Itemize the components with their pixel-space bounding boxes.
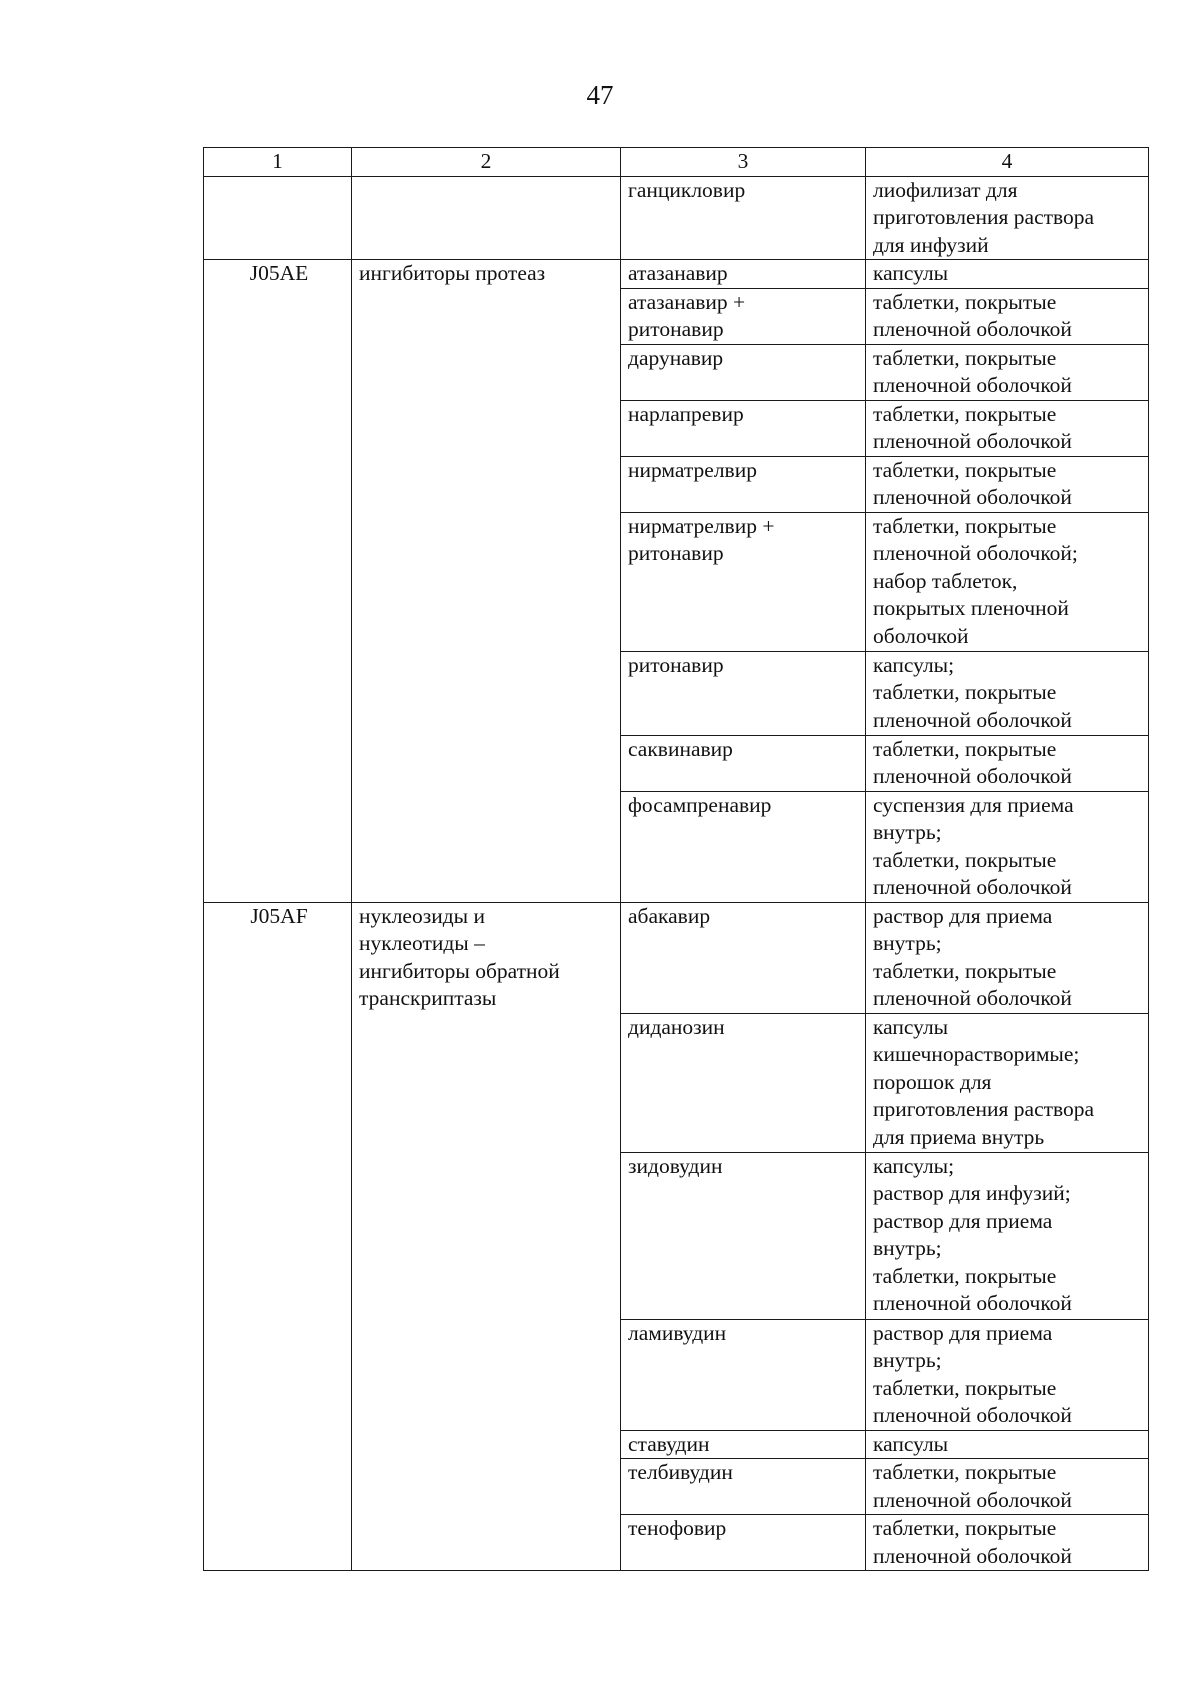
drug-name-cell: нарлапревир [621,400,866,456]
dosage-form-cell: таблетки, покрытые пленочной оболочкой [866,1459,1149,1515]
drug-name-cell: ламивудин [621,1319,866,1430]
dosage-form-cell: капсулы [866,260,1149,289]
drug-name-cell: тенофовир [621,1515,866,1571]
group-name-cell: ингибиторы протеаз [352,260,621,903]
dosage-form-cell: таблетки, покрытые пленочной оболочкой [866,1515,1149,1571]
drug-name-cell: атазанавир [621,260,866,289]
table-row [204,902,1149,1013]
dosage-form-cell: раствор для приема внутрь; таблетки, покрытые пленочной оболочкой [866,902,1149,1013]
page-number: 47 [586,80,614,110]
dosage-form-cell: суспензия для приема внутрь; таблетки, покрытые пленочной оболочкой [866,791,1149,902]
table-row [204,260,1149,289]
dosage-form-cell: капсулы кишечнорастворимые; порошок для приготовления раствора для приема внутрь [866,1013,1149,1152]
drug-name-cell: атазанавир + ритонавир [621,288,866,344]
dosage-form-cell: таблетки, покрытые пленочной оболочкой [866,344,1149,400]
dosage-form-cell: капсулы; раствор для инфузий; раствор для приема внутрь; таблетки, покрытые пленочной оболочкой [866,1152,1149,1319]
drug-table [203,147,1149,1571]
dosage-form-cell: таблетки, покрытые пленочной оболочкой [866,400,1149,456]
dosage-form-cell: капсулы [866,1430,1149,1459]
atc-code-cell: J05AF [204,902,352,1571]
column-header: 3 [621,148,866,177]
drug-name-cell: диданозин [621,1013,866,1152]
drug-name-cell: саквинавир [621,735,866,791]
drug-name-cell: нирматрелвир + ритонавир [621,512,866,651]
column-header: 4 [866,148,1149,177]
column-header: 2 [352,148,621,177]
table-row [204,176,1149,260]
drug-name-cell: ставудин [621,1430,866,1459]
drug-name-cell: фосампренавир [621,791,866,902]
table-header-row [204,148,1149,177]
dosage-form-cell: таблетки, покрытые пленочной оболочкой [866,735,1149,791]
dosage-form-cell: таблетки, покрытые пленочной оболочкой [866,288,1149,344]
drug-name-cell: зидовудин [621,1152,866,1319]
drug-name-cell: дарунавир [621,344,866,400]
group-name-cell: нуклеозиды и нуклеотиды – ингибиторы обратной транскриптазы [352,902,621,1571]
drug-name-cell: абакавир [621,902,866,1013]
drug-name-cell: телбивудин [621,1459,866,1515]
atc-code-cell [204,176,352,260]
dosage-form-cell: таблетки, покрытые пленочной оболочкой [866,456,1149,512]
dosage-form-cell: лиофилизат для приготовления раствора для инфузий [866,176,1149,260]
group-name-cell [352,176,621,260]
dosage-form-cell: таблетки, покрытые пленочной оболочкой; набор таблеток, покрытых пленочной оболочкой [866,512,1149,651]
drug-name-cell: ганцикловир [621,176,866,260]
column-header: 1 [204,148,352,177]
drug-name-cell: нирматрелвир [621,456,866,512]
dosage-form-cell: раствор для приема внутрь; таблетки, покрытые пленочной оболочкой [866,1319,1149,1430]
drug-name-cell: ритонавир [621,651,866,735]
atc-code-cell: J05AE [204,260,352,903]
dosage-form-cell: капсулы; таблетки, покрытые пленочной оболочкой [866,651,1149,735]
